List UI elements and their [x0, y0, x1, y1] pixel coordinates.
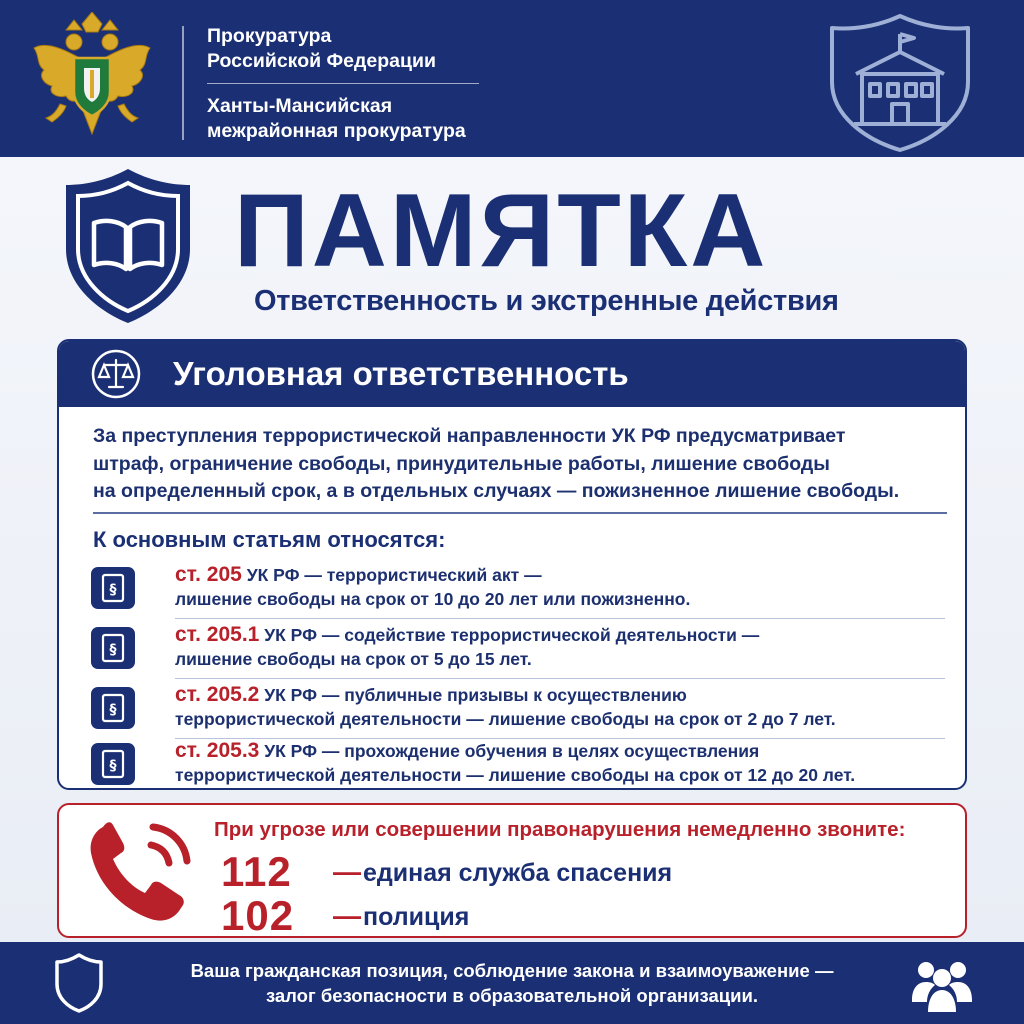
svg-text:§: §	[109, 702, 117, 718]
article-line-1	[175, 683, 955, 707]
svg-text:§: §	[109, 642, 117, 658]
article-item	[91, 563, 951, 621]
page-subtitle: Ответственность и экстренные действия	[254, 285, 839, 317]
article-line-2: террористической деятельности — лишение свободы на срок от 12 до 20 лет.	[175, 765, 856, 785]
law-book-icon	[91, 743, 135, 785]
criminal-liability-header	[59, 341, 965, 407]
article-item	[91, 683, 951, 741]
article-text	[175, 623, 955, 671]
intro-line-1: За преступления террористической направленности УК РФ предусматривает	[93, 425, 846, 447]
header-divider	[182, 26, 184, 140]
emergency-number: 112	[221, 848, 292, 895]
footer-line-1: Ваша гражданская позиция, соблюдение закона и взаимоуважение —	[190, 960, 834, 981]
intro-line-2: штраф, ограничение свободы, принудительные работы, лишение свободы	[93, 452, 830, 475]
people-group-icon	[908, 956, 976, 1012]
criminal-liability-card	[57, 339, 967, 790]
footer-message	[130, 958, 894, 1008]
org-name-line2: Российской Федерации	[207, 50, 436, 72]
article-title: УК РФ — содействие террористической деятельности —	[264, 625, 760, 645]
office-name-line1: Ханты-Мансийская	[207, 95, 393, 117]
article-line-1	[175, 739, 955, 763]
svg-text:§: §	[109, 758, 117, 774]
criminal-liability-intro	[93, 423, 943, 506]
scales-icon	[91, 349, 141, 399]
book-shield-icon	[62, 165, 194, 327]
article-text	[175, 683, 955, 731]
footer-line-2: залог безопасности в образовательной организации.	[265, 985, 759, 1006]
article-number: ст. 205.1	[175, 623, 260, 646]
article-number: ст. 205.3	[175, 739, 260, 762]
article-line-2: лишение свободы на срок от 10 до 20 лет или пожизненно.	[175, 589, 691, 609]
article-number: ст. 205.2	[175, 683, 260, 706]
office-name-line2: межрайонная прокуратура	[207, 120, 466, 142]
article-item	[91, 739, 951, 790]
article-line-2: террористической деятельности — лишение свободы на срок от 2 до 7 лет.	[175, 709, 836, 729]
double-headed-eagle-emblem-icon	[30, 12, 154, 140]
emergency-service-label: полиция	[363, 903, 470, 931]
section-divider	[93, 512, 947, 514]
law-book-icon	[91, 567, 135, 609]
article-text	[175, 739, 955, 787]
article-divider	[175, 678, 945, 679]
footer-bar	[0, 942, 1024, 1024]
articles-heading: К основным статьям относятся:	[93, 527, 446, 552]
emergency-service-label: единая служба спасения	[363, 859, 673, 887]
emergency-card	[57, 803, 967, 938]
emergency-dash: —	[333, 900, 361, 931]
page-title: ПАМЯТКА	[234, 173, 769, 289]
school-building-shield-icon	[826, 12, 974, 154]
intro-line-3: на определенный срок, а в отдельных случаях — пожизненное лишение свободы.	[93, 480, 900, 502]
org-name-line1: Прокуратура	[207, 25, 332, 47]
article-divider	[175, 618, 945, 619]
article-title: УК РФ — прохождение обучения в целях осуществления	[264, 741, 760, 761]
emergency-dash: —	[333, 856, 361, 887]
law-book-icon	[91, 687, 135, 729]
article-line-2: лишение свободы на срок от 5 до 15 лет.	[175, 649, 532, 669]
article-title: УК РФ — террористический акт —	[246, 565, 542, 585]
article-line-1	[175, 623, 955, 647]
shield-icon	[54, 952, 104, 1014]
law-book-icon	[91, 627, 135, 669]
emergency-number: 102	[221, 892, 295, 939]
org-name-separator	[207, 83, 479, 84]
header-bar	[0, 0, 1024, 157]
article-line-1	[175, 563, 955, 587]
criminal-liability-title: Уголовная ответственность	[173, 355, 629, 392]
svg-text:§: §	[109, 582, 117, 598]
article-text	[175, 563, 955, 611]
article-item	[91, 623, 951, 681]
article-number: ст. 205	[175, 563, 242, 586]
phone-ringing-icon	[81, 813, 205, 929]
article-title: УК РФ — публичные призывы к осуществлению	[264, 685, 687, 705]
emergency-heading: При угрозе или совершении правонарушения немедленно звоните:	[214, 818, 906, 841]
organization-name-block	[207, 24, 479, 144]
